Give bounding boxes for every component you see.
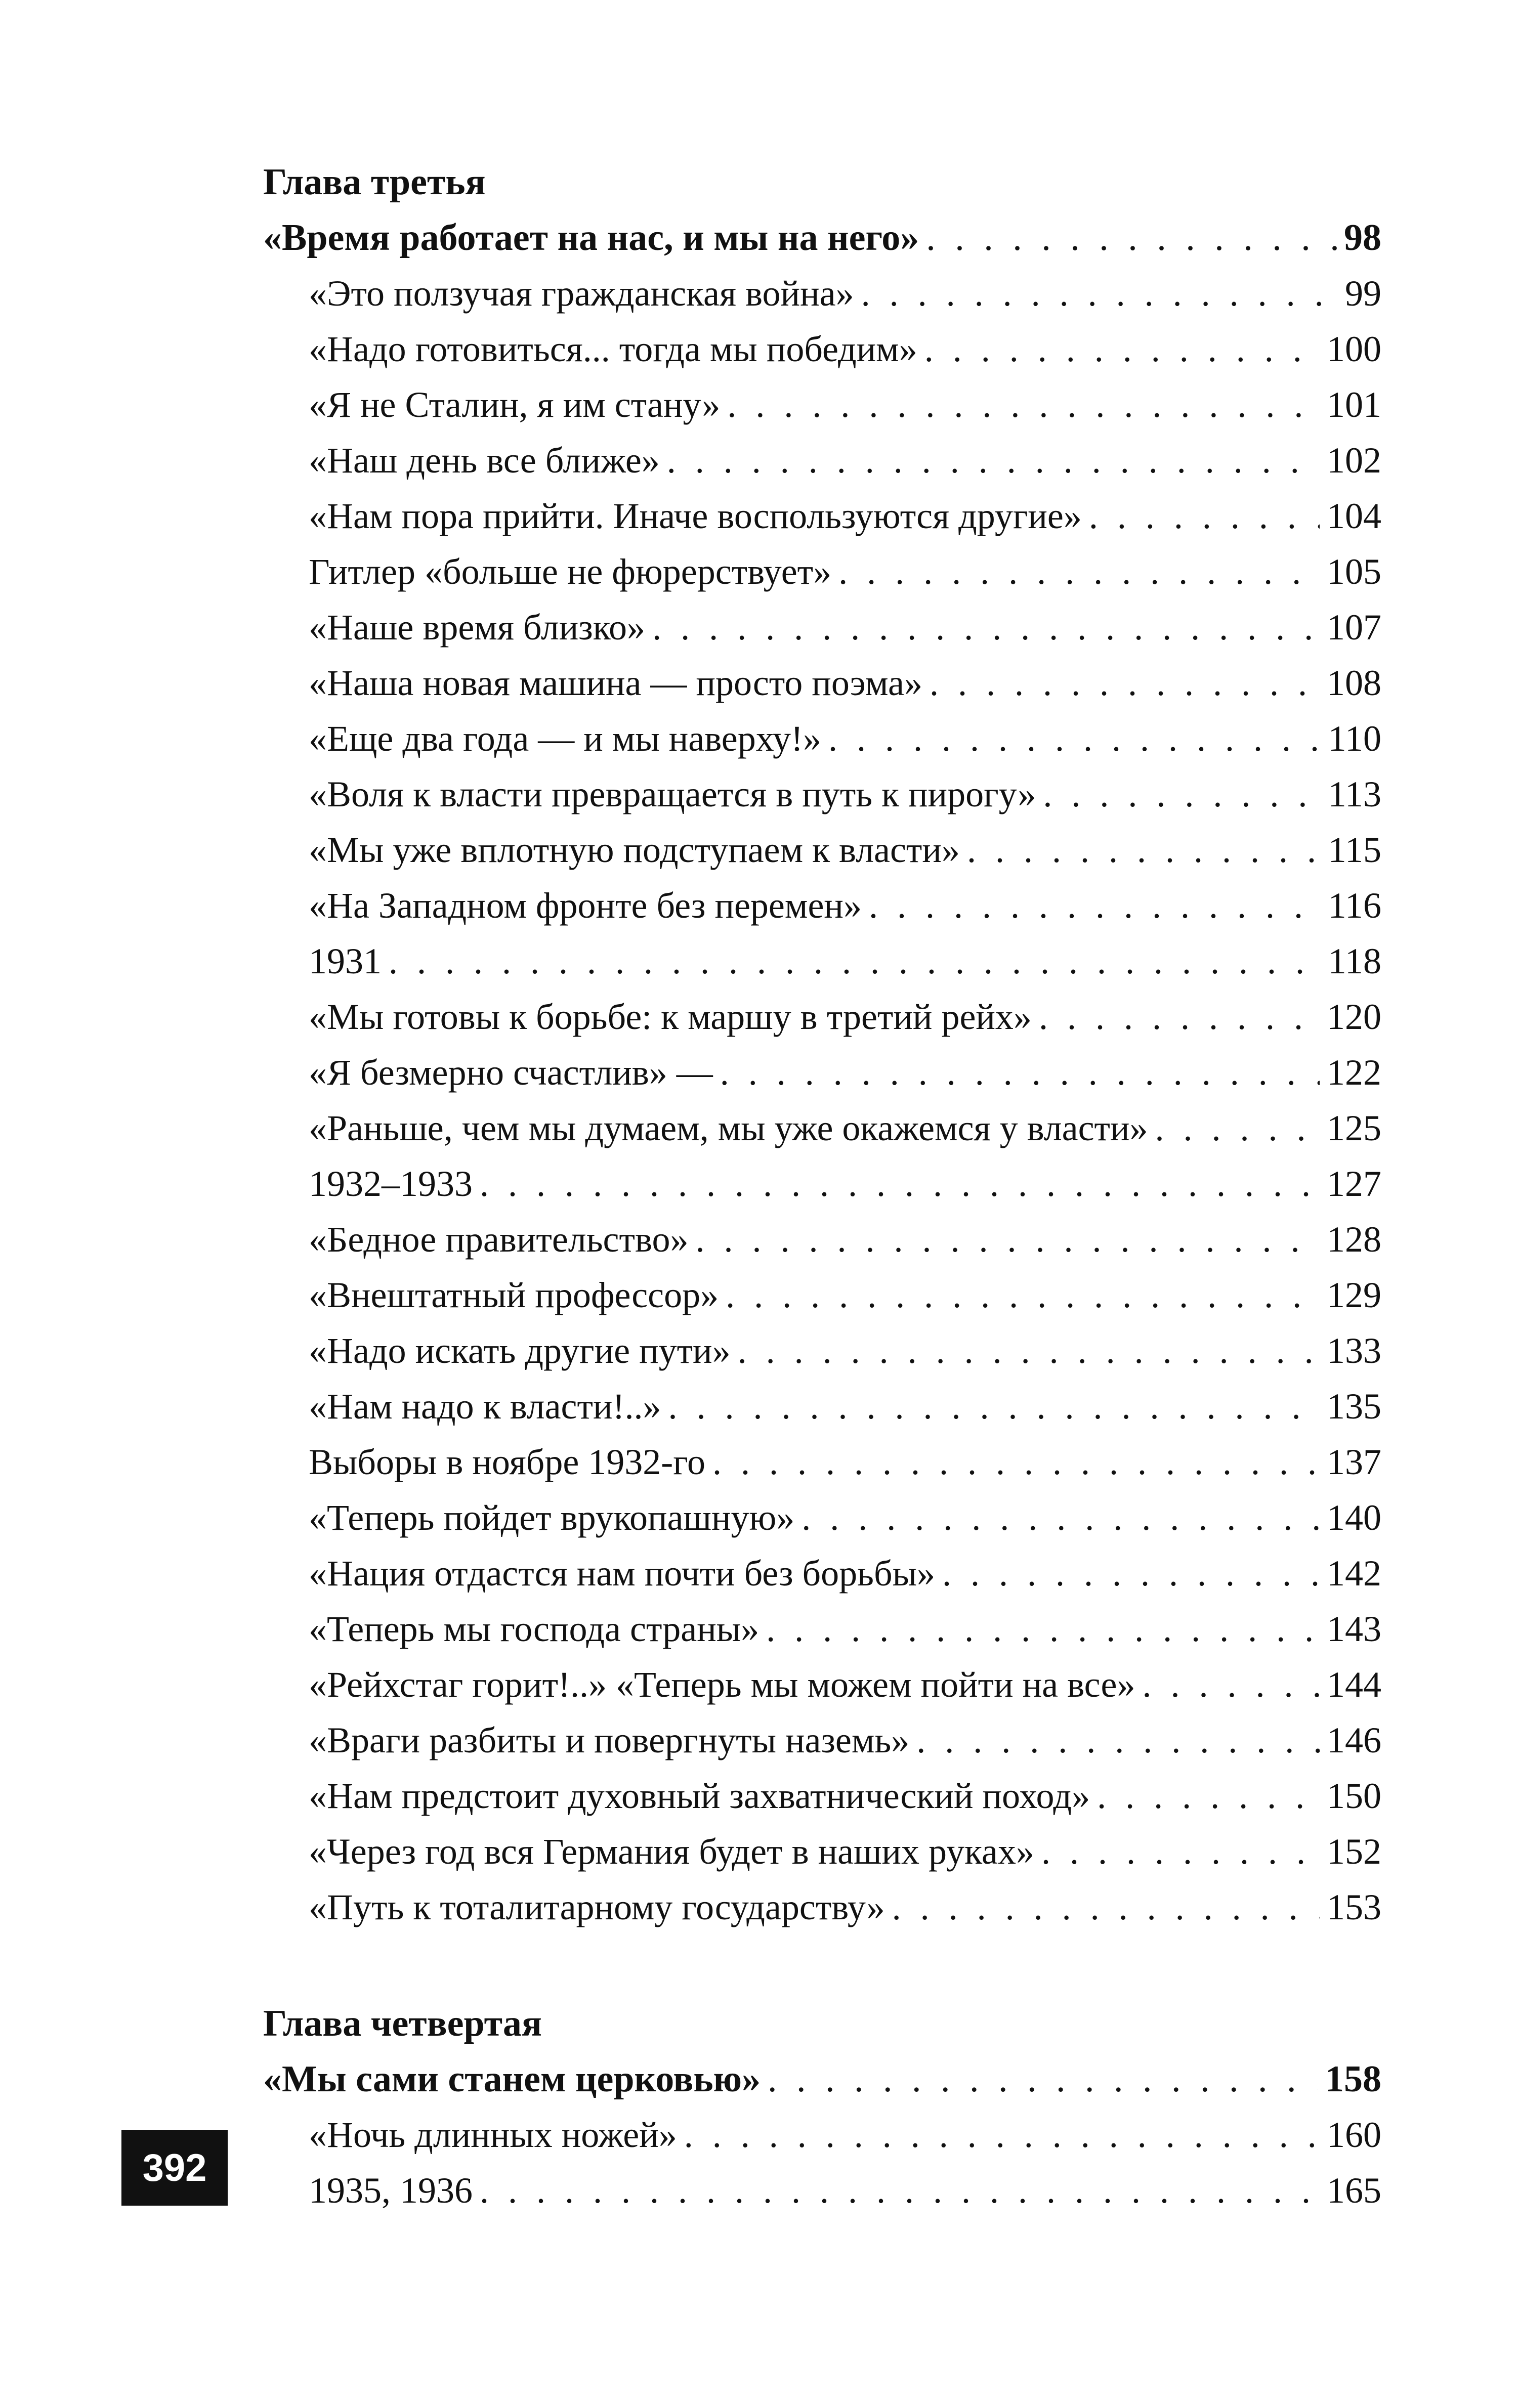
toc-entry-title: «Теперь мы господа страны» (309, 1609, 760, 1649)
dot-leader (720, 1045, 1320, 1100)
chapter-label: Глава четвертая (263, 2003, 542, 2044)
toc-entry[interactable] (263, 433, 1381, 488)
page-ref: 115 (1328, 830, 1381, 870)
toc-entry-title: Гитлер «больше не фюрерствует» (309, 551, 832, 592)
dot-leader (892, 1879, 1320, 1935)
page-ref: 160 (1327, 2115, 1381, 2155)
toc-entry-title: Выборы в ноябре 1932-го (309, 1442, 705, 1482)
toc-entry-title: «Это ползучая гражданская война» (309, 273, 854, 314)
dot-leader (712, 1434, 1320, 1490)
toc-entry[interactable] (263, 1212, 1381, 1267)
toc-entry-title: «Теперь пойдет врукопашную» (309, 1497, 795, 1538)
page-ref: 105 (1327, 551, 1381, 592)
page-ref: 125 (1327, 1108, 1381, 1148)
chapter-title-row[interactable] (263, 2051, 1381, 2107)
dot-leader (1039, 989, 1320, 1045)
toc-entry[interactable] (263, 1824, 1381, 1879)
toc-entry[interactable] (263, 989, 1381, 1045)
toc-entry[interactable] (263, 599, 1381, 655)
dot-leader (1155, 1100, 1320, 1156)
page-ref: 102 (1327, 440, 1381, 481)
dot-leader (916, 1712, 1320, 1768)
toc-entry-title: «Надо готовиться... тогда мы победим» (309, 329, 917, 369)
dot-leader (766, 1601, 1320, 1657)
toc-entry-title: «Я не Сталин, я им стану» (309, 384, 721, 425)
toc-entry-title: «Я безмерно счастлив» — (309, 1052, 713, 1093)
page-ref: 137 (1327, 1442, 1381, 1482)
page-ref: 140 (1327, 1497, 1381, 1538)
toc-entry-title: «Путь к тоталитарному государству» (309, 1887, 885, 1927)
dot-leader (942, 1545, 1320, 1601)
toc-entry[interactable] (263, 1712, 1381, 1768)
page-ref: 113 (1328, 774, 1381, 814)
section-list (263, 2107, 1381, 2218)
page-ref: 108 (1327, 663, 1381, 703)
chapter-title: «Время работает на нас, и мы на него» (263, 217, 919, 259)
dot-leader (389, 933, 1321, 989)
toc-entry-title: «Еще два года — и мы наверху!» (309, 718, 821, 759)
dot-leader (480, 2163, 1320, 2218)
dot-leader (726, 1267, 1320, 1323)
page-ref: 122 (1327, 1052, 1381, 1093)
chapter-title-row[interactable] (263, 210, 1381, 266)
dot-leader (1097, 1768, 1320, 1824)
dot-leader (480, 1156, 1320, 1212)
dot-leader (1043, 766, 1321, 822)
page-ref: 110 (1328, 718, 1381, 759)
chapter-label: Глава третья (263, 161, 486, 203)
dot-leader (861, 266, 1338, 321)
toc-entry-title: «Внештатный профессор» (309, 1275, 719, 1315)
toc-entry-title: «Раньше, чем мы думаем, мы уже окажемся у власти» (309, 1108, 1148, 1148)
toc-entry[interactable] (263, 1879, 1381, 1935)
toc-entry-title: «Наша новая машина — просто поэма» (309, 663, 922, 703)
toc-entry-title: «Рейхстаг горит!..» «Теперь мы можем пойти на все» (309, 1664, 1135, 1705)
dot-leader (828, 711, 1321, 766)
toc-entry-title: 1931 (309, 941, 382, 981)
dot-leader (869, 878, 1321, 933)
toc-entry-title: «Враги разбиты и повергнуты наземь» (309, 1720, 910, 1760)
toc-entry-title: «Мы уже вплотную подступаем к власти» (309, 830, 960, 870)
page-ref: 152 (1327, 1831, 1381, 1872)
dot-leader (695, 1212, 1320, 1267)
toc-entry[interactable] (263, 1045, 1381, 1100)
toc-entry[interactable] (263, 933, 1381, 989)
toc-entry[interactable] (263, 1267, 1381, 1323)
dot-leader (967, 822, 1321, 878)
toc-entry[interactable] (263, 266, 1381, 321)
toc-entry-title: «Наш день все ближе» (309, 440, 660, 481)
toc-entry-title: «Нация отдастся нам почти без борьбы» (309, 1553, 936, 1594)
toc-entry-title: «Нам предстоит духовный захватнический поход» (309, 1776, 1090, 1816)
toc-entry[interactable] (263, 1379, 1381, 1434)
dot-leader (738, 1323, 1320, 1379)
dot-leader (652, 599, 1320, 655)
dot-leader (668, 1379, 1320, 1434)
toc-entry-title: «Мы готовы к борьбе: к маршу в третий рейх» (309, 997, 1032, 1037)
page-ref: 129 (1327, 1275, 1381, 1315)
page-ref: 158 (1325, 2058, 1381, 2100)
page-ref: 165 (1327, 2170, 1381, 2211)
toc-entry[interactable] (263, 1323, 1381, 1379)
toc-entry[interactable] (263, 1657, 1381, 1712)
toc-entry[interactable] (263, 377, 1381, 433)
toc-entry[interactable] (263, 711, 1381, 766)
toc-entry-title: 1932–1933 (309, 1164, 473, 1204)
dot-leader (930, 655, 1320, 711)
toc-entry[interactable] (263, 655, 1381, 711)
toc-entry-title: «На Западном фронте без перемен» (309, 885, 862, 926)
toc-entry[interactable] (263, 1434, 1381, 1490)
page-ref: 153 (1327, 1887, 1381, 1927)
dot-leader (1041, 1824, 1320, 1879)
dot-leader (838, 544, 1320, 599)
page-ref: 100 (1327, 329, 1381, 369)
dot-leader (684, 2107, 1320, 2163)
page-ref: 127 (1327, 1164, 1381, 1204)
toc-entry[interactable] (263, 321, 1381, 377)
dot-leader (802, 1490, 1320, 1545)
page-ref: 116 (1328, 885, 1381, 926)
toc-entry[interactable] (263, 1490, 1381, 1545)
dot-leader (1089, 488, 1320, 544)
toc-entry[interactable] (263, 544, 1381, 599)
toc-entry-title: «Наше время близко» (309, 607, 646, 648)
dot-leader (727, 377, 1320, 433)
toc-entry-title: 1935, 1936 (309, 2170, 473, 2211)
page-ref: 107 (1327, 607, 1381, 648)
page-ref: 143 (1327, 1609, 1381, 1649)
toc-entry[interactable] (263, 2107, 1381, 2163)
page-ref: 99 (1345, 273, 1381, 314)
chapter-four-toc (263, 1996, 1381, 2218)
toc-entry[interactable] (263, 1545, 1381, 1601)
dot-leader (924, 321, 1320, 377)
page-ref: 133 (1327, 1330, 1381, 1371)
page-ref: 135 (1327, 1386, 1381, 1427)
toc-entry[interactable] (263, 488, 1381, 544)
page-number-badge: 392 (121, 2130, 228, 2206)
page-ref: 142 (1327, 1553, 1381, 1594)
page-ref: 146 (1327, 1720, 1381, 1760)
toc-entry-title: «Нам пора прийти. Иначе воспользуются другие» (309, 496, 1082, 536)
dot-leader (667, 433, 1320, 488)
toc-entry[interactable] (263, 1601, 1381, 1657)
chapter-three-toc (263, 154, 1381, 1935)
dot-leader (1142, 1657, 1320, 1712)
page-ref: 144 (1327, 1664, 1381, 1705)
page-ref: 101 (1327, 384, 1381, 425)
toc-entry-title: «Через год вся Германия будет в наших руках» (309, 1831, 1034, 1872)
toc-entry-title: «Бедное правительство» (309, 1219, 689, 1260)
page-ref: 150 (1327, 1776, 1381, 1816)
chapter-title: «Мы сами станем церковью» (263, 2058, 761, 2100)
toc-entry-title: «Ночь длинных ножей» (309, 2115, 677, 2155)
toc-entry[interactable] (263, 878, 1381, 933)
page-ref: 98 (1344, 217, 1381, 259)
dot-leader (768, 2051, 1318, 2107)
page-ref: 128 (1327, 1219, 1381, 1260)
toc-entry[interactable] (263, 1768, 1381, 1824)
toc-entry-title: «Воля к власти превращается в путь к пирогу» (309, 774, 1036, 814)
page-ref: 120 (1327, 997, 1381, 1037)
toc-entry[interactable] (263, 1100, 1381, 1156)
toc-entry[interactable] (263, 2163, 1381, 2218)
toc-entry[interactable] (263, 822, 1381, 878)
page-ref: 104 (1327, 496, 1381, 536)
toc-entry-title: «Надо искать другие пути» (309, 1330, 731, 1371)
toc-entry[interactable] (263, 1156, 1381, 1212)
dot-leader (926, 210, 1337, 266)
page-ref: 118 (1328, 941, 1381, 981)
section-list (263, 266, 1381, 1935)
toc-entry-title: «Нам надо к власти!..» (309, 1386, 661, 1427)
toc-entry[interactable] (263, 766, 1381, 822)
